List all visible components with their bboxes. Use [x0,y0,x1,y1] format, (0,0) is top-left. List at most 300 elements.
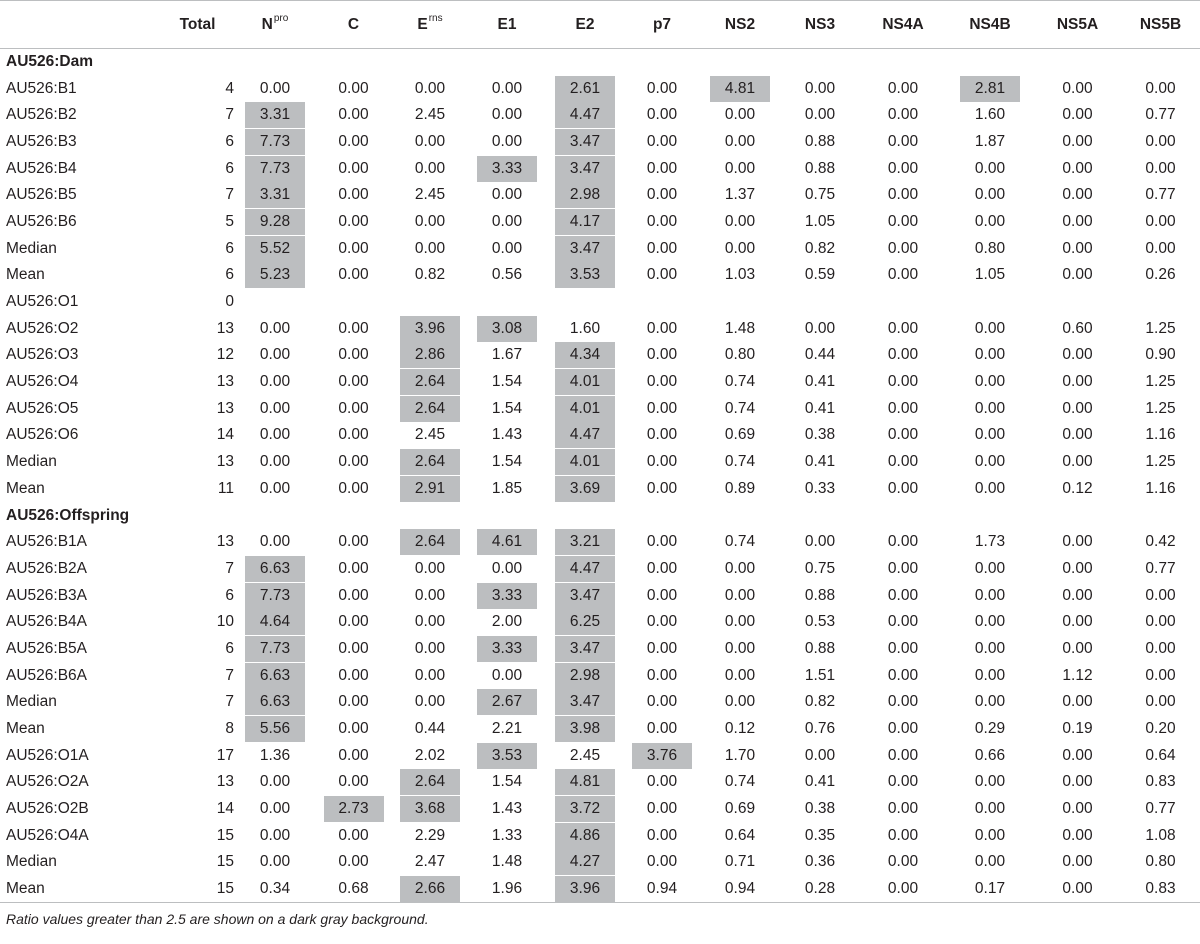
value-cell [1121,662,1200,689]
value-cell [1121,235,1200,262]
value-cell [315,342,392,369]
cell-value: 0.80 [1145,853,1176,871]
cell-value: 0.00 [974,346,1006,364]
cell-value: 0.00 [414,212,446,230]
cell-value: 0.00 [414,132,446,150]
cell-value: 0.00 [974,853,1006,871]
value-cell [946,395,1034,422]
column-header [315,1,392,49]
highlighted-value: 6.63 [245,663,305,689]
value-cell [780,422,860,449]
cell-value: 0.00 [338,239,369,257]
cell-value: 0.00 [724,559,756,577]
cell-value: 1.73 [974,533,1006,551]
value-cell [860,476,946,503]
cell-value: 2.45 [414,186,446,204]
value-cell [700,876,780,903]
value-cell [624,422,700,449]
value-cell [235,422,315,449]
cell-value: 0.00 [414,559,446,577]
cell-value: 0.00 [646,132,678,150]
value-cell [860,769,946,796]
cell-value: 0.00 [338,373,369,391]
total-cell: 5 [225,212,234,230]
value-cell [946,155,1034,182]
value-cell [468,822,546,849]
value-cell [315,476,392,503]
value-cell [860,369,946,396]
cell-value: 0.00 [974,800,1006,818]
cell-value: 0.94 [646,879,678,897]
cell-value: 0.00 [646,106,678,124]
cell-value: 0.00 [974,559,1006,577]
total-cell: 7 [225,559,234,577]
row-label: AU526:O1A [6,746,89,764]
highlighted-value: 4.34 [555,342,615,368]
value-cell [1034,102,1121,129]
value-cell [546,769,624,796]
value-cell [1121,716,1200,743]
cell-value: 0.00 [338,426,369,444]
cell-value: 0.00 [724,613,756,631]
value-cell [468,849,546,876]
value-cell [235,582,315,609]
value-cell [780,262,860,289]
column-header-text: NS5B [1139,15,1182,33]
highlighted-value: 2.81 [960,76,1020,102]
value-cell [315,449,392,476]
highlighted-value: 3.47 [555,156,615,182]
value-cell [780,636,860,663]
row-label: AU526:O1 [6,293,79,311]
cell-value: 0.36 [804,853,836,871]
value-cell [946,182,1034,209]
row-label: AU526:B3 [6,132,77,150]
cell-value: 0.00 [338,453,369,471]
cell-value: 0.77 [1145,186,1176,204]
cell-value: 0.80 [974,239,1006,257]
cell-value: 0.00 [724,239,756,257]
row-label: Median [6,453,57,471]
value-cell [235,636,315,663]
column-header-text: NS2 [724,15,756,33]
cell-value: 0.00 [259,826,291,844]
cell-value: 2.29 [414,826,446,844]
cell-value: 1.33 [491,826,523,844]
value-cell [780,742,860,769]
value-cell [860,609,946,636]
highlighted-value: 3.31 [245,102,305,128]
value-cell [468,769,546,796]
value-cell [315,742,392,769]
table-row [0,102,1200,129]
value-cell [860,422,946,449]
value-cell [700,395,780,422]
value-cell [624,75,700,102]
value-cell [315,636,392,663]
value-cell [860,742,946,769]
value-cell [468,796,546,823]
value-cell [315,529,392,556]
value-cell [315,235,392,262]
cell-value: 0.00 [338,319,369,337]
cell-value: 0.00 [1062,373,1093,391]
highlighted-value: 7.73 [245,636,305,662]
value-cell [946,449,1034,476]
cell-value: 0.00 [1145,693,1176,711]
cell-value: 0.00 [1062,586,1093,604]
value-cell [468,102,546,129]
cell-value: 0.00 [646,239,678,257]
value-cell [946,849,1034,876]
cell-value: 0.00 [1145,132,1176,150]
value-cell [624,315,700,342]
cell-value: 0.00 [887,319,919,337]
row-label: AU526:B5 [6,186,77,204]
row-label: Median [6,693,57,711]
value-cell [946,315,1034,342]
cell-value: 0.00 [338,693,369,711]
value-cell [1034,262,1121,289]
cell-value: 0.88 [804,132,836,150]
cell-value: 0.00 [887,346,919,364]
cell-value: 0.00 [491,559,523,577]
value-cell [235,369,315,396]
row-label: AU526:B3A [6,586,87,604]
value-cell [1121,75,1200,102]
highlighted-value: 4.81 [555,769,615,795]
column-header-text: E2 [575,15,595,33]
cell-value: 0.00 [804,746,836,764]
value-cell [624,529,700,556]
highlighted-value: 2.61 [555,76,615,102]
value-cell [546,369,624,396]
value-cell [780,129,860,156]
value-cell [315,182,392,209]
value-cell [1034,155,1121,182]
total-cell: 14 [216,800,234,818]
cell-value: 0.00 [646,720,678,738]
value-cell [624,342,700,369]
cell-value: 1.51 [804,666,836,684]
value-cell [546,182,624,209]
column-header [946,1,1034,49]
value-cell [700,822,780,849]
section-label: AU526:Offspring [6,506,130,524]
cell-value: 1.43 [491,426,523,444]
cell-value: 0.00 [646,266,678,284]
cell-value: 0.00 [414,159,446,177]
cell-value: 0.00 [887,559,919,577]
value-cell [624,849,700,876]
value-cell [946,716,1034,743]
value-cell [468,182,546,209]
cell-value: 0.00 [887,853,919,871]
cell-value: 0.88 [804,159,836,177]
table-row [0,796,1200,823]
cell-value: 0.00 [724,693,756,711]
column-header-text: NS4A [882,15,924,33]
cell-value: 0.00 [491,239,523,257]
value-cell [946,369,1034,396]
value-cell [235,876,315,903]
total-cell: 7 [225,106,234,124]
highlighted-value: 7.73 [245,583,305,609]
value-cell [860,262,946,289]
cell-value: 0.00 [974,826,1006,844]
table-row [0,556,1200,583]
value-cell [315,769,392,796]
value-cell [946,609,1034,636]
cell-value: 0.00 [1062,800,1093,818]
value-cell [624,289,700,316]
value-cell [780,235,860,262]
value-cell [780,476,860,503]
cell-value: 0.83 [1145,773,1176,791]
value-cell [392,609,468,636]
cell-value: 0.00 [1145,79,1176,97]
value-cell [392,182,468,209]
cell-value: 0.00 [646,693,678,711]
value-cell [1121,556,1200,583]
cell-value: 0.75 [804,186,836,204]
cell-value: 0.00 [1062,826,1093,844]
value-cell [468,315,546,342]
highlighted-value: 3.53 [477,743,537,769]
cell-value: 0.00 [724,212,756,230]
value-cell [468,449,546,476]
value-cell [946,289,1034,316]
cell-value: 0.00 [1062,773,1093,791]
table-row [0,849,1200,876]
cell-value: 0.00 [887,639,919,657]
value-cell [1034,769,1121,796]
value-cell [1034,822,1121,849]
value-cell [700,422,780,449]
cell-value: 0.00 [338,559,369,577]
cell-value: 0.00 [414,613,446,631]
cell-value: 0.41 [804,773,836,791]
column-header [860,1,946,49]
cell-value: 0.00 [646,346,678,364]
cell-value: 0.00 [338,853,369,871]
table-row [0,662,1200,689]
cell-value: 0.17 [974,879,1006,897]
cell-value: 0.38 [804,800,836,818]
value-cell [315,796,392,823]
cell-value: 0.00 [887,79,919,97]
column-header-text: C [347,15,360,33]
highlighted-value: 5.52 [245,236,305,262]
value-cell [1034,876,1121,903]
value-cell [546,822,624,849]
value-cell [860,822,946,849]
value-cell [624,395,700,422]
cell-value: 0.00 [887,453,919,471]
value-cell [780,369,860,396]
cell-value: 0.00 [259,853,291,871]
cell-value: 0.00 [414,586,446,604]
value-cell [392,716,468,743]
cell-value: 0.29 [974,720,1006,738]
value-cell [1034,636,1121,663]
cell-value: 0.00 [887,666,919,684]
value-cell [546,742,624,769]
cell-value: 0.00 [974,773,1006,791]
value-cell [946,342,1034,369]
cell-value: 0.00 [974,639,1006,657]
cell-value: 0.00 [414,666,446,684]
cell-value: 0.00 [1062,453,1093,471]
cell-value: 0.00 [1062,212,1093,230]
value-cell [1121,315,1200,342]
value-cell [700,609,780,636]
value-cell [860,582,946,609]
value-cell [780,342,860,369]
cell-value: 0.00 [887,613,919,631]
cell-value: 0.00 [259,79,291,97]
total-cell: 13 [216,399,234,417]
highlighted-value: 3.47 [555,689,615,715]
section-header-row [0,502,1200,529]
cell-value: 0.00 [1062,106,1093,124]
total-cell: 8 [225,720,234,738]
value-cell [315,315,392,342]
value-cell [392,342,468,369]
column-header-superscript: rns [428,12,443,24]
row-label: AU526:B2 [6,106,77,124]
total-cell: 17 [216,746,234,764]
cell-value: 0.00 [646,853,678,871]
value-cell [392,262,468,289]
highlighted-value: 2.98 [555,182,615,208]
value-cell [700,556,780,583]
cell-value: 0.00 [491,666,523,684]
cell-value: 0.00 [974,159,1006,177]
value-cell [860,289,946,316]
value-cell [946,876,1034,903]
value-cell [780,289,860,316]
table-footnote: Ratio values greater than 2.5 are shown on a dark gray background. [0,903,1200,932]
value-cell [468,662,546,689]
value-cell [1121,689,1200,716]
cell-value: 0.12 [1062,479,1093,497]
cell-value: 0.00 [1062,853,1093,871]
table-row [0,395,1200,422]
total-cell: 4 [225,79,234,97]
highlighted-value: 3.76 [632,743,692,769]
value-cell [1034,529,1121,556]
value-cell [315,155,392,182]
value-cell [392,742,468,769]
highlighted-value: 3.08 [477,316,537,342]
value-cell [700,476,780,503]
total-cell: 11 [217,479,234,497]
value-cell [946,102,1034,129]
cell-value: 0.00 [1062,613,1093,631]
cell-value: 0.00 [1062,79,1093,97]
cell-value: 2.45 [414,106,446,124]
value-cell [546,155,624,182]
highlighted-value: 4.01 [555,449,615,475]
cell-value: 0.00 [1062,186,1093,204]
total-cell: 6 [225,159,234,177]
value-cell [860,75,946,102]
cell-value: 0.00 [646,666,678,684]
value-cell [700,209,780,236]
value-cell [1034,716,1121,743]
cell-value: 0.00 [259,346,291,364]
cell-value: 0.00 [338,346,369,364]
table-row [0,369,1200,396]
cell-value: 1.48 [724,319,756,337]
value-cell [1034,556,1121,583]
total-cell: 13 [216,533,234,551]
value-cell [235,235,315,262]
table-row [0,315,1200,342]
cell-value: 0.00 [338,479,369,497]
cell-value: 1.48 [491,853,523,871]
cell-value: 2.02 [414,746,446,764]
cell-value: 1.16 [1145,426,1176,444]
cell-value: 0.82 [804,693,836,711]
cell-value: 0.44 [414,720,446,738]
value-cell [546,262,624,289]
cell-value: 0.69 [724,426,756,444]
cell-value: 0.00 [1062,266,1093,284]
value-cell [1034,369,1121,396]
column-header-text: E1 [497,15,517,33]
column-header [1121,1,1200,49]
cell-value: 0.90 [1145,346,1176,364]
table-row [0,609,1200,636]
value-cell [860,716,946,743]
value-cell [624,822,700,849]
value-cell [315,129,392,156]
value-cell [860,849,946,876]
value-cell [624,476,700,503]
value-cell [624,662,700,689]
value-cell [392,822,468,849]
value-cell [315,849,392,876]
row-label: AU526:B1 [6,79,77,97]
value-cell [624,449,700,476]
cell-value: 0.44 [804,346,836,364]
value-cell [1121,342,1200,369]
value-cell [468,689,546,716]
row-label: AU526:O6 [6,426,79,444]
value-cell [780,75,860,102]
value-cell [1121,209,1200,236]
cell-value: 0.00 [646,559,678,577]
cell-value: 0.00 [887,186,919,204]
highlighted-value: 4.64 [245,609,305,635]
value-cell [546,342,624,369]
value-cell [700,155,780,182]
total-cell: 7 [225,666,234,684]
cell-value: 0.12 [724,720,756,738]
value-cell [624,369,700,396]
value-cell [315,876,392,903]
highlighted-value: 2.64 [400,369,460,395]
table-row [0,476,1200,503]
value-cell [468,529,546,556]
value-cell [235,689,315,716]
total-cell: 14 [216,426,234,444]
value-cell [392,636,468,663]
value-cell [546,849,624,876]
cell-value: 0.74 [724,399,756,417]
